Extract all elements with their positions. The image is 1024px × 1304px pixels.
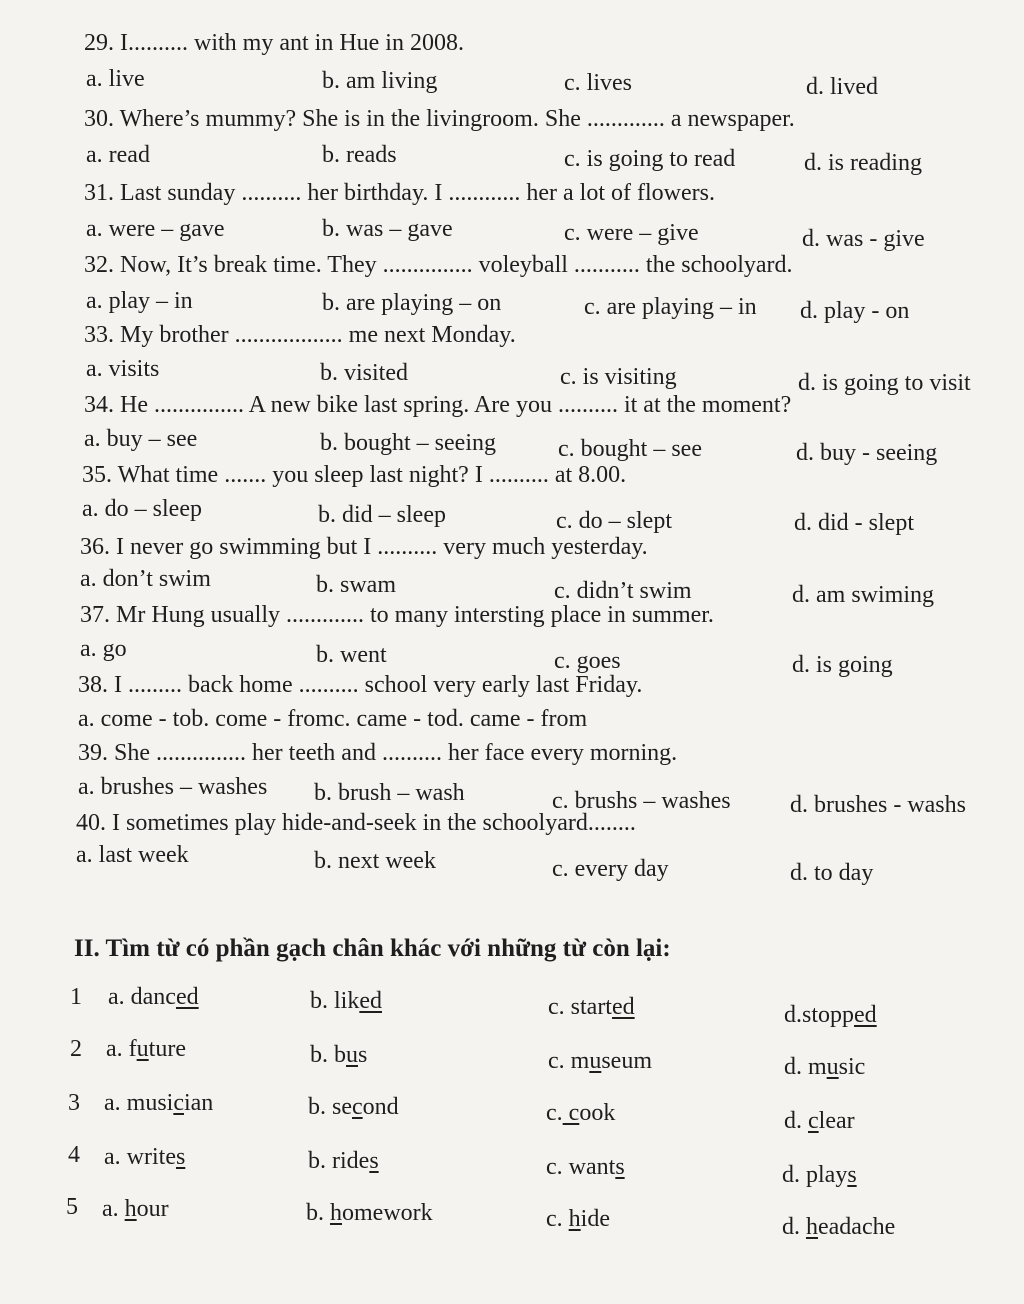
row-5-option-b: b. homework bbox=[306, 1200, 433, 1226]
row-1-option-c: c. started bbox=[548, 994, 635, 1020]
row-1-option-b: b. liked bbox=[310, 988, 382, 1014]
option-35-b: b. did – sleep bbox=[318, 502, 446, 528]
row-1-option-d: d.stopped bbox=[784, 1002, 877, 1028]
row-5-option-a: a. hour bbox=[102, 1196, 169, 1222]
option-34-d: d. buy - seeing bbox=[796, 440, 938, 466]
option-33-c: c. is visiting bbox=[560, 364, 677, 390]
option-30-b: b. reads bbox=[322, 142, 397, 168]
option-37-c: c. goes bbox=[554, 648, 621, 674]
question-29: 29. I.......... with my ant in Hue in 2008. bbox=[84, 30, 464, 56]
row-2-option-b: b. bus bbox=[310, 1042, 368, 1068]
question-31: 31. Last sunday .......... her birthday. I ............ her a lot of flowers. bbox=[84, 180, 715, 206]
option-35-d: d. did - slept bbox=[794, 510, 914, 536]
option-30-d: d. is reading bbox=[804, 150, 922, 176]
question-32: 32. Now, It’s break time. They ............... voleyball ........... the schoolyard. bbox=[84, 252, 793, 278]
option-32-b: b. are playing – on bbox=[322, 290, 502, 316]
option-37-d: d. is going bbox=[792, 652, 893, 678]
option-29-c: c. lives bbox=[564, 70, 632, 96]
option-35-c: c. do – slept bbox=[556, 508, 672, 534]
row-5-option-c: c. hide bbox=[546, 1206, 610, 1232]
option-33-a: a. visits bbox=[86, 356, 160, 382]
section-2-title: II. Tìm từ có phần gạch chân khác với những từ còn lại: bbox=[74, 935, 671, 962]
option-33-b: b. visited bbox=[320, 360, 408, 386]
option-32-c: c. are playing – in bbox=[584, 294, 757, 320]
question-34: 34. He ............... A new bike last spring. Are you .......... it at the moment? bbox=[84, 392, 792, 418]
row-5-option-d: d. headache bbox=[782, 1214, 896, 1240]
option-37-a: a. go bbox=[80, 636, 127, 662]
option-34-b: b. bought – seeing bbox=[320, 430, 496, 456]
option-40-d: d. to day bbox=[790, 860, 874, 886]
question-37: 37. Mr Hung usually ............. to many intersting place in summer. bbox=[80, 602, 714, 628]
option-32-d: d. play - on bbox=[800, 298, 910, 324]
option-39-a: a. brushes – washes bbox=[78, 774, 268, 800]
option-32-a: a. play – in bbox=[86, 288, 193, 314]
option-36-a: a. don’t swim bbox=[80, 566, 211, 592]
option-31-a: a. were – gave bbox=[86, 216, 225, 242]
row-1-option-a: a. danced bbox=[108, 984, 199, 1010]
option-36-d: d. am swiming bbox=[792, 582, 934, 608]
question-39: 39. She ............... her teeth and .......... her face every morning. bbox=[78, 740, 678, 766]
option-34-a: a. buy – see bbox=[84, 426, 198, 452]
option-29-a: a. live bbox=[86, 66, 145, 92]
question-40: 40. I sometimes play hide-and-seek in the schoolyard........ bbox=[76, 810, 636, 836]
row-3-option-a: a. musician bbox=[104, 1090, 214, 1116]
option-40-b: b. next week bbox=[314, 848, 436, 874]
row-1-number: 1 bbox=[70, 984, 82, 1010]
row-4-number: 4 bbox=[68, 1142, 80, 1168]
row-3-option-b: b. second bbox=[308, 1094, 399, 1120]
option-35-a: a. do – sleep bbox=[82, 496, 202, 522]
option-40-a: a. last week bbox=[76, 842, 189, 868]
option-29-b: b. am living bbox=[322, 68, 438, 94]
option-30-a: a. read bbox=[86, 142, 150, 168]
row-4-option-a: a. writes bbox=[104, 1144, 186, 1170]
row-3-option-d: d. clear bbox=[784, 1108, 855, 1134]
option-36-c: c. didn’t swim bbox=[554, 578, 692, 604]
question-38: 38. I ......... back home .......... school very early last Friday. bbox=[78, 672, 643, 698]
row-2-number: 2 bbox=[70, 1036, 82, 1062]
row-4-option-b: b. rides bbox=[308, 1148, 379, 1174]
option-39-d: d. brushes - washs bbox=[790, 792, 966, 818]
option-37-b: b. went bbox=[316, 642, 387, 668]
option-34-c: c. bought – see bbox=[558, 436, 702, 462]
row-4-option-c: c. wants bbox=[546, 1154, 625, 1180]
option-39-c: c. brushs – washes bbox=[552, 788, 731, 814]
option-31-d: d. was - give bbox=[802, 226, 925, 252]
row-2-option-d: d. music bbox=[784, 1054, 866, 1080]
row-3-option-c: c. cook bbox=[546, 1100, 616, 1126]
option-29-d: d. lived bbox=[806, 74, 878, 100]
question-35: 35. What time ....... you sleep last night? I .......... at 8.00. bbox=[82, 462, 627, 488]
row-5-number: 5 bbox=[66, 1194, 78, 1220]
option-30-c: c. is going to read bbox=[564, 146, 736, 172]
option-33-d: d. is going to visit bbox=[798, 370, 971, 396]
option-36-b: b. swam bbox=[316, 572, 396, 598]
row-2-option-a: a. future bbox=[106, 1036, 186, 1062]
option-38-combined: a. come - tob. come - fromc. came - tod. came - from bbox=[78, 706, 588, 732]
option-39-b: b. brush – wash bbox=[314, 780, 465, 806]
row-3-number: 3 bbox=[68, 1090, 80, 1116]
question-30: 30. Where’s mummy? She is in the livingroom. She ............. a newspaper. bbox=[84, 106, 795, 132]
option-31-c: c. were – give bbox=[564, 220, 699, 246]
question-33: 33. My brother .................. me next Monday. bbox=[84, 322, 516, 348]
option-40-c: c. every day bbox=[552, 856, 669, 882]
row-4-option-d: d. plays bbox=[782, 1162, 857, 1188]
question-36: 36. I never go swimming but I .......... very much yesterday. bbox=[80, 534, 648, 560]
row-2-option-c: c. museum bbox=[548, 1048, 652, 1074]
option-31-b: b. was – gave bbox=[322, 216, 453, 242]
